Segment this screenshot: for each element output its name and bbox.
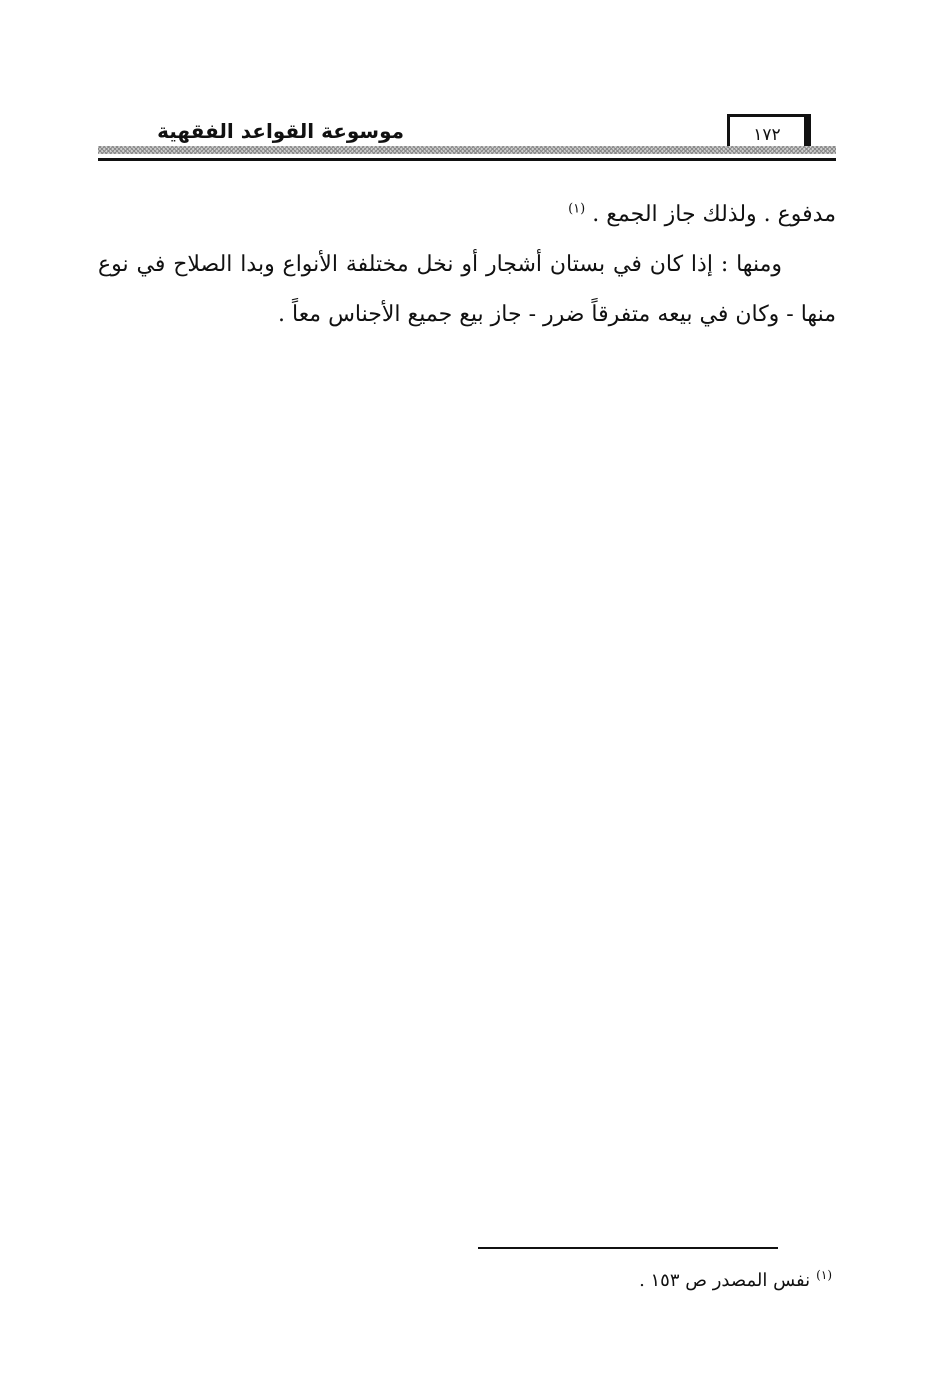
paragraph-text: ومنها : إذا كان في بستان أشجار أو نخل مختلفة الأنواع وبدا الصلاح في نوع منها - وكان في بيعه متفرقاً ضرر - جاز بيع جميع الأجناس معاً . [98,252,836,327]
body-text [98,190,836,340]
running-title: موسوعة القواعد الفقهية [157,119,404,143]
page-header [98,108,836,168]
footnote-number: (١) [816,1268,832,1282]
header-shaded-rule [98,146,836,154]
page-number: ١٧٢ [753,125,781,145]
footnote-separator [478,1247,778,1249]
footnote-marker: (١) [568,201,586,217]
paragraph [98,240,836,340]
footnote-text: نفس المصدر ص ١٥٣ . [639,1270,811,1291]
header-rule [98,158,836,161]
paragraph-text: مدفوع . ولذلك جاز الجمع . [592,202,836,227]
paragraph [98,190,836,240]
footnote [639,1268,832,1294]
